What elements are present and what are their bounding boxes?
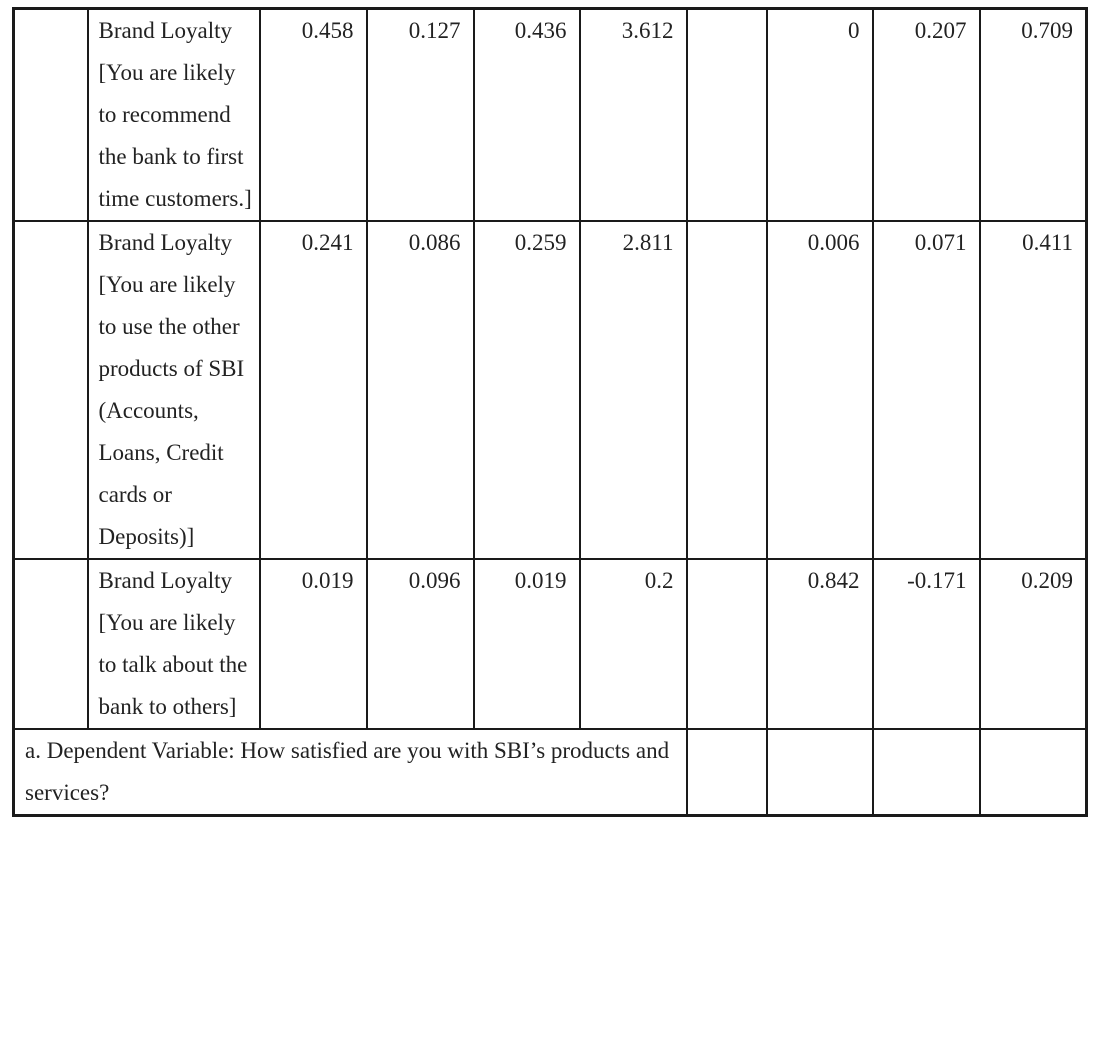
dependent-variable-footnote: a. Dependent Variable: How satisfied are you with SBI’s products and services? xyxy=(14,729,687,816)
empty-cell xyxy=(687,9,767,222)
ci-lower-cell: 0.207 xyxy=(873,9,980,222)
sig-cell: 0 xyxy=(767,9,873,222)
row-spacer-cell xyxy=(14,559,88,729)
beta-cell: 0.019 xyxy=(474,559,580,729)
beta-cell: 0.259 xyxy=(474,221,580,559)
unstd-b-cell: 0.019 xyxy=(260,559,367,729)
empty-cell xyxy=(687,559,767,729)
t-cell: 2.811 xyxy=(580,221,687,559)
table-row xyxy=(14,559,1087,729)
unstd-b-cell: 0.241 xyxy=(260,221,367,559)
row-spacer-cell xyxy=(14,9,88,222)
regression-coefficients-table xyxy=(12,7,1088,817)
empty-cell xyxy=(980,729,1087,816)
row-spacer-cell xyxy=(14,221,88,559)
ci-lower-cell: -0.171 xyxy=(873,559,980,729)
unstd-b-cell: 0.458 xyxy=(260,9,367,222)
ci-lower-cell: 0.071 xyxy=(873,221,980,559)
std-error-cell: 0.096 xyxy=(367,559,474,729)
predictor-label: Brand Loyalty [You are likely to recommend the bank to first time customers.] xyxy=(88,9,260,222)
ci-upper-cell: 0.411 xyxy=(980,221,1087,559)
empty-cell xyxy=(767,729,873,816)
t-cell: 0.2 xyxy=(580,559,687,729)
std-error-cell: 0.086 xyxy=(367,221,474,559)
predictor-label: Brand Loyalty [You are likely to use the other products of SBI (Accounts, Loans, Credit cards or Deposits)] xyxy=(88,221,260,559)
table-row xyxy=(14,221,1087,559)
empty-cell xyxy=(873,729,980,816)
empty-cell xyxy=(687,221,767,559)
empty-cell xyxy=(687,729,767,816)
sig-cell: 0.842 xyxy=(767,559,873,729)
ci-upper-cell: 0.709 xyxy=(980,9,1087,222)
ci-upper-cell: 0.209 xyxy=(980,559,1087,729)
predictor-label: Brand Loyalty [You are likely to talk about the bank to others] xyxy=(88,559,260,729)
std-error-cell: 0.127 xyxy=(367,9,474,222)
sig-cell: 0.006 xyxy=(767,221,873,559)
t-cell: 3.612 xyxy=(580,9,687,222)
table-row xyxy=(14,9,1087,222)
beta-cell: 0.436 xyxy=(474,9,580,222)
footnote-row xyxy=(14,729,1087,816)
